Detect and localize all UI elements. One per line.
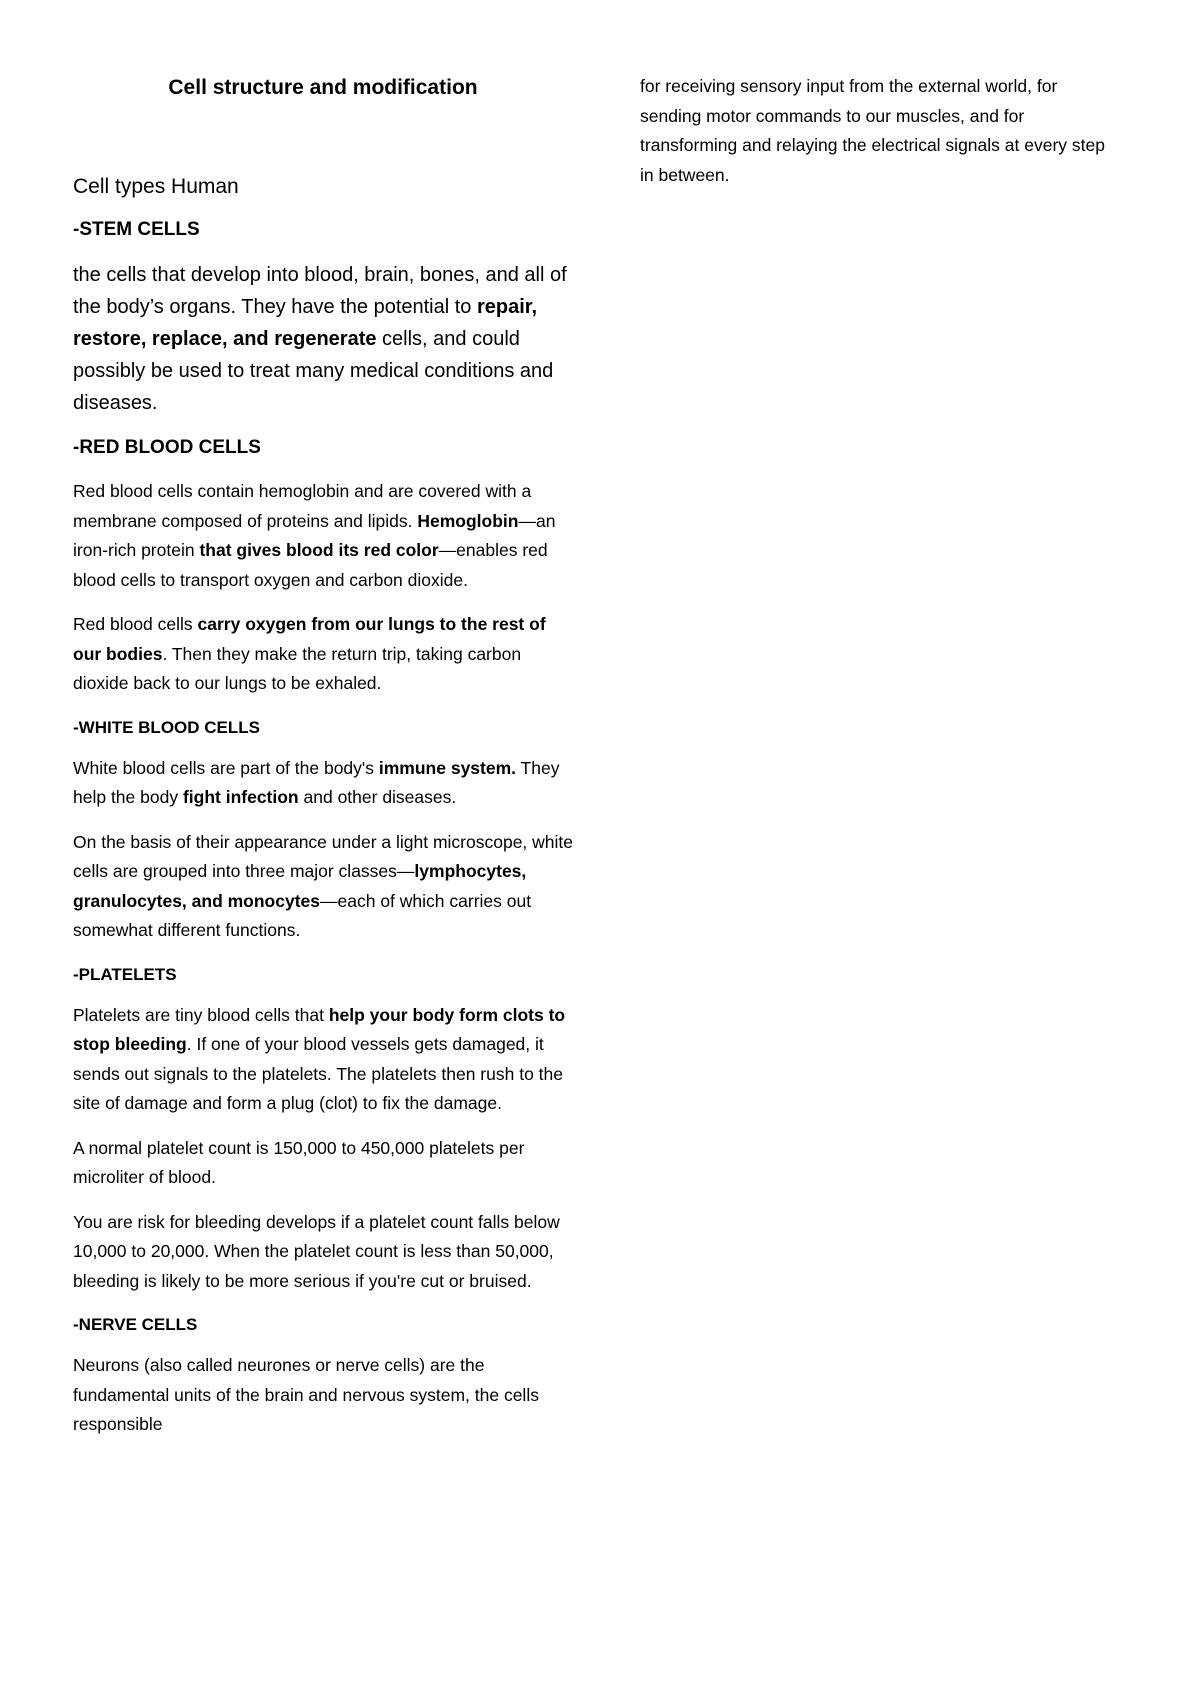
nerve-cells-paragraph: Neurons (also called neurones or nerve cells) are the fundamental units of the brain and nervous system, the cells responsible	[73, 1355, 539, 1434]
bold-text-run: lymphocytes, granulocytes, and monocytes	[73, 861, 527, 911]
platelets-heading: -PLATELETS	[73, 964, 177, 984]
platelets-paragraph-1	[73, 1001, 573, 1119]
bold-text-run: immune system.	[378, 757, 517, 778]
text-run: . Then they make the return trip, taking carbon dioxide back to our lungs to be exhaled.	[73, 643, 522, 693]
stem-cells-paragraph	[73, 259, 573, 419]
bold-text-run: carry oxygen from our lungs to the rest of our bodies	[73, 614, 546, 664]
text-run: the cells that develop into blood, brain, bones, and all of the body’s organs. They have the potential to	[73, 264, 567, 318]
stem-cells-heading: -STEM CELLS	[73, 219, 200, 240]
bold-text-run: fight infection	[182, 787, 299, 807]
bold-text-run: help your body form clots to stop bleeding	[73, 1004, 566, 1054]
red-blood-cells-paragraph-1	[73, 477, 573, 595]
red-blood-cells-heading: -RED BLOOD CELLS	[73, 437, 261, 458]
text-run: —an iron-rich protein	[73, 510, 556, 560]
text-run: —enables red blood cells to transport oxygen and carbon dioxide.	[73, 540, 548, 590]
text-run: On the basis of their appearance under a light microscope, white cells are grouped into three major classes—	[73, 831, 574, 881]
nerve-cells-heading: -NERVE CELLS	[73, 1315, 198, 1334]
left-column	[73, 72, 573, 1455]
white-blood-cells-paragraph-1	[73, 754, 573, 813]
text-run: They help the body	[73, 757, 560, 807]
right-column	[640, 72, 1120, 205]
platelets-paragraph-2: A normal platelet count is 150,000 to 450,000 platelets per microliter of blood.	[73, 1137, 525, 1187]
bold-text-run: Hemoglobin	[417, 510, 519, 531]
text-run: —each of which carries out somewhat different functions.	[73, 890, 532, 940]
bold-text-run: that gives blood its red color	[199, 540, 439, 560]
text-run: Red blood cells contain hemoglobin and are covered with a membrane composed of proteins and lipids.	[73, 481, 532, 531]
red-blood-cells-paragraph-2	[73, 610, 573, 699]
text-run: cells, and could possibly be used to treat many medical conditions and diseases.	[73, 328, 554, 414]
text-run: and other diseases.	[298, 787, 457, 807]
text-run: White blood cells are part of the body's	[73, 757, 379, 778]
white-blood-cells-paragraph-2	[73, 828, 573, 946]
bold-text-run: repair, restore, replace, and regenerate	[73, 296, 538, 350]
text-run: Red blood cells	[73, 614, 198, 634]
nerve-cells-paragraph-continued: for receiving sensory input from the external world, for sending motor commands to our muscles, and for transforming and relaying the electrical signals at every step in between.	[640, 76, 1105, 185]
section-label: Cell types Human	[73, 175, 239, 198]
white-blood-cells-heading: -WHITE BLOOD CELLS	[73, 717, 260, 737]
platelets-paragraph-3: You are risk for bleeding develops if a platelet count falls below 10,000 to 20,000. When the platelet count is less than 50,000, bleeding is likely to be more serious if you're cut or bruised.	[73, 1211, 560, 1291]
document-title: Cell structure and modification	[168, 76, 478, 99]
text-run: . If one of your blood vessels gets damaged, it sends out signals to the platelets. The platelets then rush to the site of damage and form a plug (clot) to fix the damage.	[73, 1034, 563, 1113]
text-run: Platelets are tiny blood cells that	[73, 1004, 329, 1025]
